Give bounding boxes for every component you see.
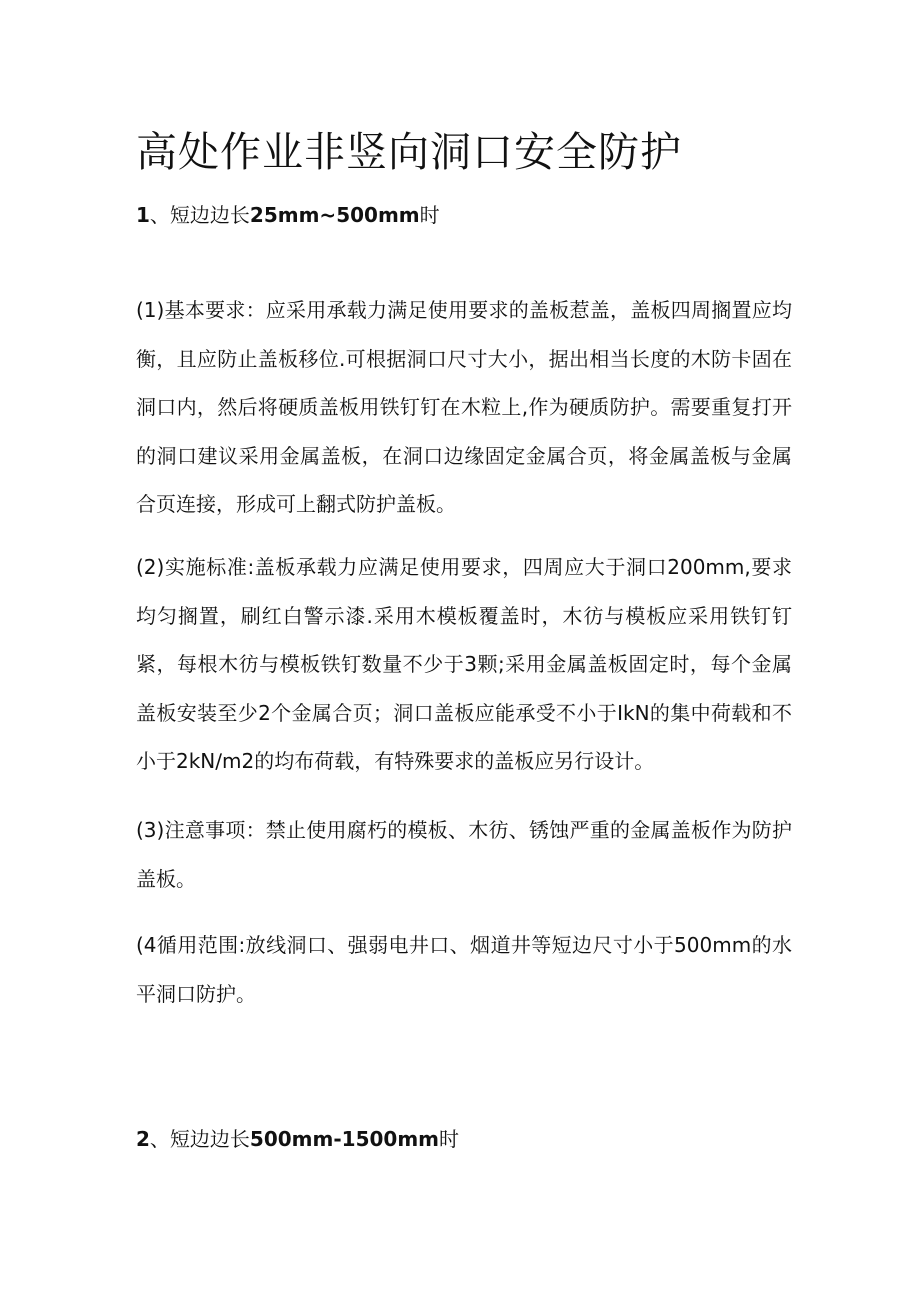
paragraph-precautions: (3)注意事项：禁止使用腐朽的模板、木彷、锈蚀严重的金属盖板作为防护盖板。 — [136, 818, 792, 891]
document-title: 高处作业非竖向洞口安全防护 — [136, 128, 682, 176]
section-label-prefix: 短边边长 — [169, 1127, 250, 1151]
paragraph-implementation-standard: (2)实施标准:盖板承载力应满足使用要求，四周应大于洞口200mm,要求均匀搁置，刷红白警示漆.采用木模板覆盖时，木彷与模板应采用铁钉钉紧，每根木彷与模板铁钉数量不少于3颗;采用金属盖板固定时，每个金属盖板安装至少2个金属合页；洞口盖板应能承受不小于IkN的集中荷载和不小于2kN∕m2的均布荷载，有特殊要求的盖板应另行设计。 — [136, 555, 792, 773]
section-number: 1 — [136, 203, 150, 227]
section-separator: 、 — [149, 203, 170, 227]
paragraph-basic-requirements: (1)基本要求：应采用承载力满足使用要求的盖板惹盖，盖板四周搁置应均衡，且应防止盖板移位.可根据洞口尺寸大小，据出相当长度的木防卡固在洞口内，然后将硬质盖板用铁钉钉在木粒上,作为硬质防护。需要重复打开的洞口建议采用金属盖板，在洞口边缘固定金属合页，将金属盖板与金属合页连接，形成可上翻式防护盖板。 — [136, 298, 792, 516]
section-separator: 、 — [149, 1127, 170, 1151]
section-label-suffix: 时 — [439, 1127, 459, 1151]
paragraph-scope: (4循用范围:放线洞口、强弱电井口、烟道井等短边尺寸小于500mm的水平洞口防护。 — [136, 933, 792, 1006]
section-heading-2 — [136, 1124, 459, 1154]
section-heading-1 — [136, 200, 440, 230]
section-number: 2 — [136, 1127, 150, 1151]
section-range: 500mm-1500mm — [249, 1127, 439, 1151]
section-label-prefix: 短边边长 — [169, 203, 250, 227]
section-range: 25mm~500mm — [249, 203, 420, 227]
section-label-suffix: 时 — [419, 203, 440, 227]
